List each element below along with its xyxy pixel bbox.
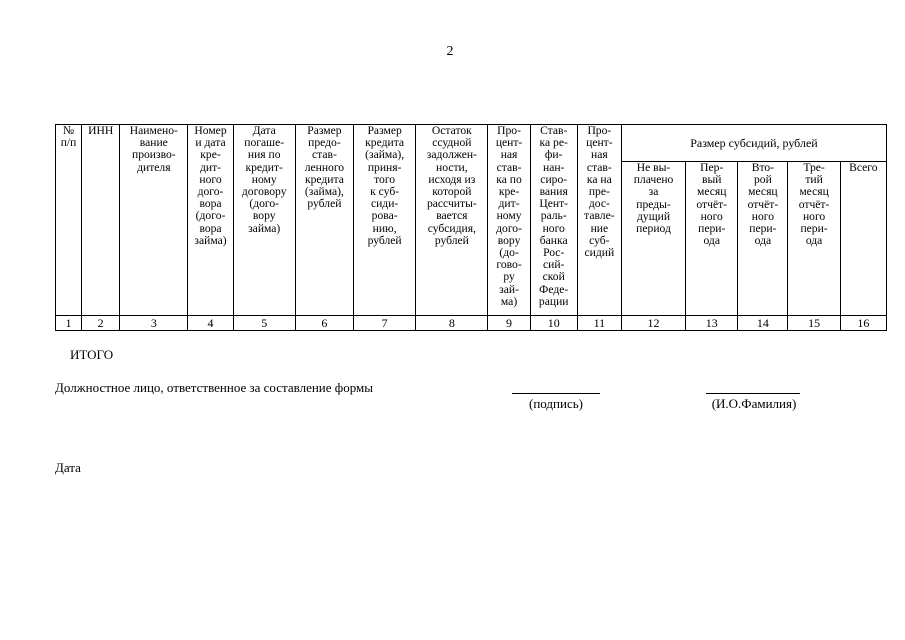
- header-cell: Дата погаше- ния по кредит- ному договору (дого- вору займа): [233, 125, 295, 316]
- subsidy-table: [55, 124, 887, 331]
- column-number: 1: [56, 316, 82, 331]
- header-cell: Став- ка ре- фи- нан- сиро- вания Цент- раль- ного банка Рос- сий- ской Феде- рации: [530, 125, 577, 316]
- name-caption: (И.О.Фамилия): [711, 396, 797, 411]
- name-line: [706, 393, 800, 394]
- group-header-subsidies: Размер субсидий, рублей: [621, 125, 886, 162]
- header-cell: ИНН: [82, 125, 120, 316]
- column-number: 14: [738, 316, 788, 331]
- sub-header-cell: Вто- рой месяц отчёт- ного пери- ода: [738, 162, 788, 316]
- column-number: 12: [621, 316, 685, 331]
- date-label: Дата: [55, 460, 81, 475]
- header-cell: Про- цент- ная став- ка по кре- дит- ному дого- вору (до- гово- ру зай- ма): [488, 125, 530, 316]
- responsible-person-label: Должностное лицо, ответственное за составление формы: [55, 380, 373, 395]
- header-cell: Размер предо- став- ленного кредита (займа), рублей: [295, 125, 353, 316]
- total-label: ИТОГО: [70, 347, 114, 362]
- column-number: 2: [82, 316, 120, 331]
- column-number: 16: [840, 316, 886, 331]
- column-number: 9: [488, 316, 530, 331]
- column-number: 7: [354, 316, 416, 331]
- column-number: 5: [233, 316, 295, 331]
- column-number: 11: [577, 316, 621, 331]
- header-row-1: [56, 125, 887, 162]
- column-number: 15: [788, 316, 840, 331]
- column-number: 4: [188, 316, 233, 331]
- sub-header-cell: Не вы- плачено за преды- дущий период: [621, 162, 685, 316]
- sub-header-cell: Тре- тий месяц отчёт- ного пери- ода: [788, 162, 840, 316]
- signature-line: [512, 393, 600, 394]
- column-number: 6: [295, 316, 353, 331]
- column-number: 10: [530, 316, 577, 331]
- column-number: 3: [120, 316, 188, 331]
- signature-caption: (подпись): [529, 396, 583, 411]
- header-cell: Размер кредита (займа), приня- того к суб- сиди- рова- нию, рублей: [354, 125, 416, 316]
- header-cell: Про- цент- ная став- ка на пре- дос- тавле- ние суб- сидий: [577, 125, 621, 316]
- column-number: 13: [686, 316, 738, 331]
- header-cell: Номер и дата кре- дит- ного дого- вора (дого- вора займа): [188, 125, 233, 316]
- column-number-row: [56, 316, 887, 331]
- column-number: 8: [416, 316, 488, 331]
- sub-header-cell: Всего: [840, 162, 886, 316]
- page-number: 2: [446, 44, 454, 59]
- sub-header-cell: Пер- вый месяц отчёт- ного пери- ода: [686, 162, 738, 316]
- header-cell: № п/п: [56, 125, 82, 316]
- header-cell: Наимено- вание произво- дителя: [120, 125, 188, 316]
- header-cell: Остаток ссудной задолжен- ности, исходя из которой рассчиты- вается субсидия, рублей: [416, 125, 488, 316]
